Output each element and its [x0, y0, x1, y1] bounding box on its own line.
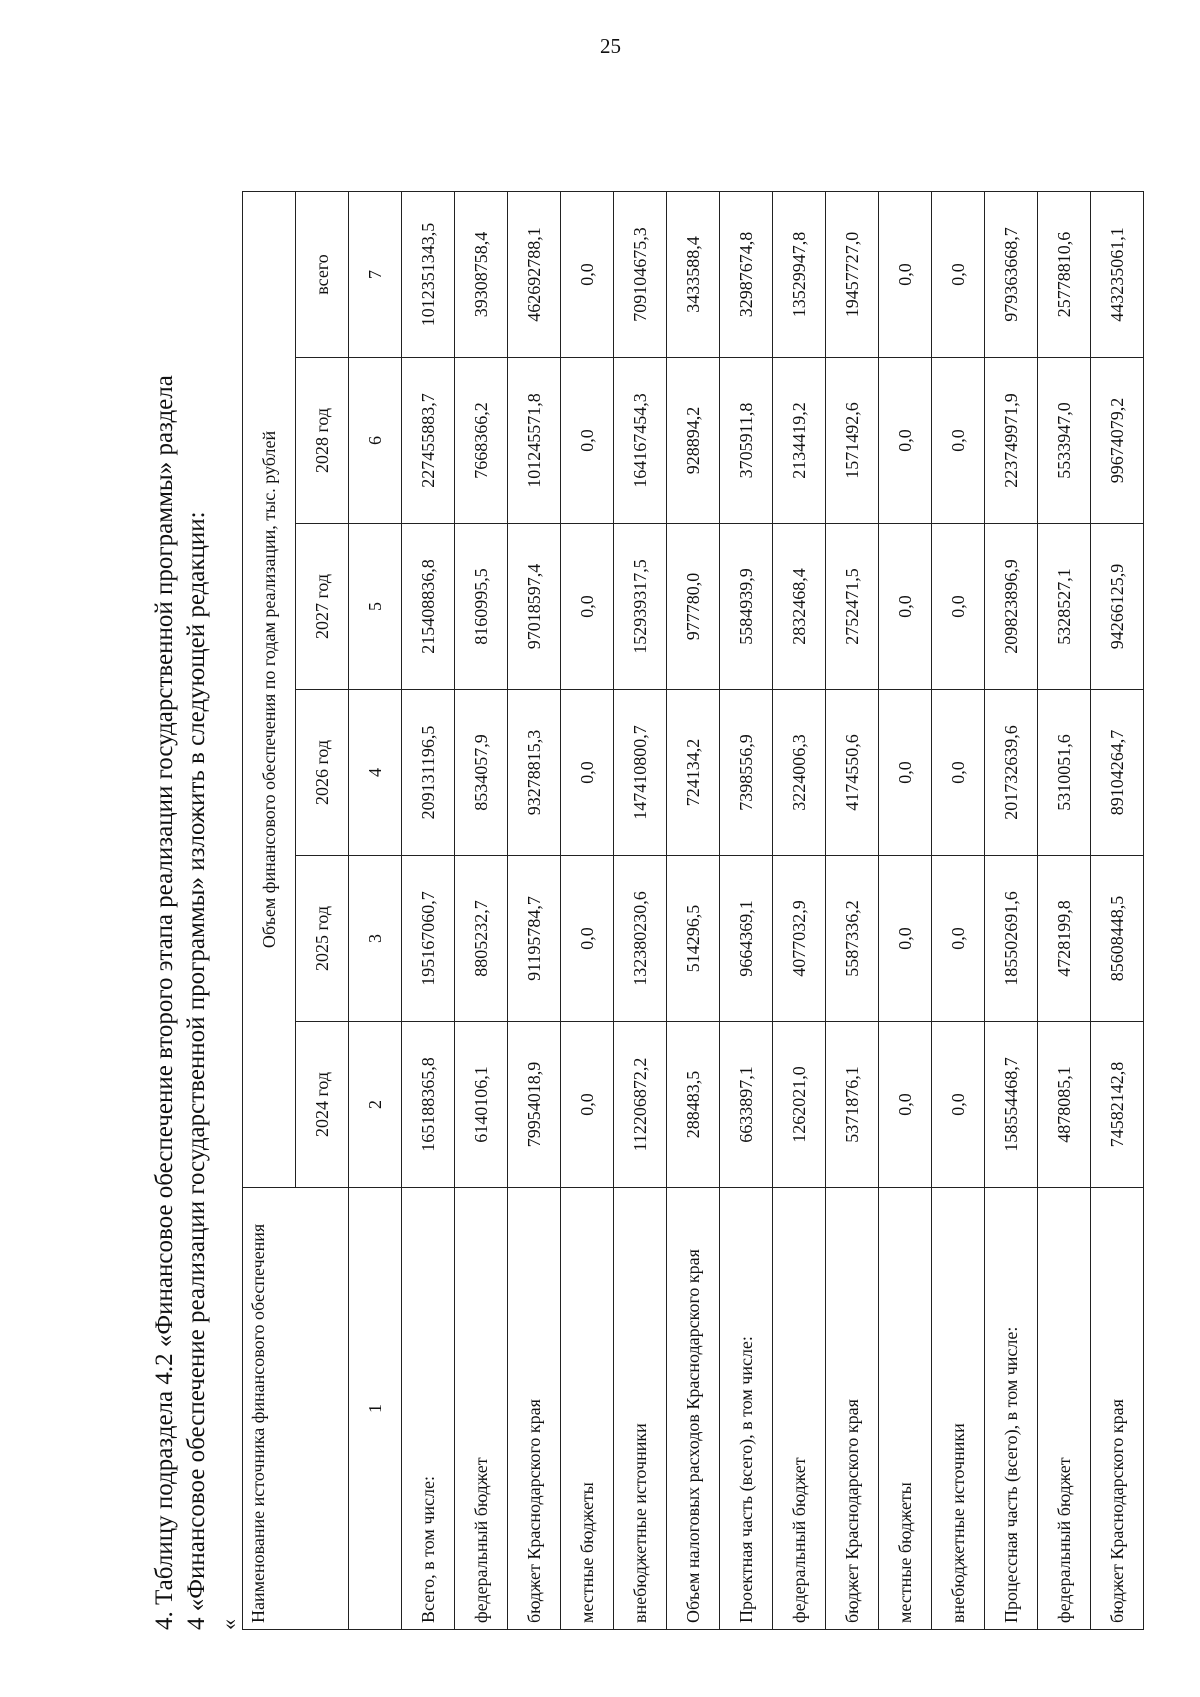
row-value-cell: 1012351343,5 — [402, 192, 455, 358]
col-number-5: 5 — [349, 524, 402, 690]
row-value-cell: 97018597,4 — [508, 524, 561, 690]
row-value-cell: 89104264,7 — [1091, 690, 1144, 856]
table-row — [1038, 192, 1091, 1630]
row-value-cell: 5310051,6 — [1038, 690, 1091, 856]
row-source-name: федеральный бюджет — [455, 1188, 508, 1630]
row-value-cell: 147410800,7 — [614, 690, 667, 856]
row-value-cell: 4728199,8 — [1038, 856, 1091, 1022]
row-value-cell: 215408836,8 — [402, 524, 455, 690]
row-value-cell: 91195784,7 — [508, 856, 561, 1022]
row-value-cell: 8534057,9 — [455, 690, 508, 856]
row-value-cell: 0,0 — [932, 358, 985, 524]
header-year-2026: 2026 год — [296, 690, 349, 856]
row-value-cell: 152939317,5 — [614, 524, 667, 690]
header-year-2028: 2028 год — [296, 358, 349, 524]
row-source-name: бюджет Краснодарского края — [826, 1188, 879, 1630]
table-column-numbers-row — [349, 192, 402, 1630]
row-source-name: Всего, в том числе: — [402, 1188, 455, 1630]
row-value-cell: 79954018,9 — [508, 1022, 561, 1188]
row-value-cell: 209131196,5 — [402, 690, 455, 856]
col-number-6: 6 — [349, 358, 402, 524]
rotated-document-body — [150, 30, 1200, 1630]
row-value-cell: 3433588,4 — [667, 192, 720, 358]
row-source-name: федеральный бюджет — [773, 1188, 826, 1630]
header-financing-volume: Объем финансового обеспечения по годам реализации, тыс. рублей — [243, 192, 296, 1188]
row-value-cell: 4077032,9 — [773, 856, 826, 1022]
row-value-cell: 0,0 — [561, 358, 614, 524]
row-value-cell: 1262021,0 — [773, 1022, 826, 1188]
row-value-cell: 0,0 — [561, 192, 614, 358]
row-source-name: Проектная часть (всего), в том числе: — [720, 1188, 773, 1630]
row-value-cell: 85608448,5 — [1091, 856, 1144, 1022]
col-number-2: 2 — [349, 1022, 402, 1188]
table-row — [773, 192, 826, 1630]
row-value-cell: 132380230,6 — [614, 856, 667, 1022]
header-year-2024: 2024 год — [296, 1022, 349, 1188]
row-value-cell: 1571492,6 — [826, 358, 879, 524]
row-value-cell: 165188365,8 — [402, 1022, 455, 1188]
row-source-name: федеральный бюджет — [1038, 1188, 1091, 1630]
table-row — [932, 192, 985, 1630]
row-value-cell: 8160995,5 — [455, 524, 508, 690]
header-year-2025: 2025 год — [296, 856, 349, 1022]
row-value-cell: 0,0 — [879, 856, 932, 1022]
row-source-name: бюджет Краснодарского края — [1091, 1188, 1144, 1630]
row-value-cell: 195167060,7 — [402, 856, 455, 1022]
heading-line-1: 4. Таблицу подраздела 4.2 «Финансовое обеспечение второго этапа реализации государственной программы» раздела — [151, 375, 178, 1630]
row-value-cell: 462692788,1 — [508, 192, 561, 358]
row-value-cell: 94266125,9 — [1091, 524, 1144, 690]
table-row — [720, 192, 773, 1630]
table-header-row-1 — [243, 192, 296, 1630]
row-value-cell: 979363668,7 — [985, 192, 1038, 358]
row-value-cell: 223749971,9 — [985, 358, 1038, 524]
row-value-cell: 0,0 — [879, 192, 932, 358]
row-value-cell: 158554468,7 — [985, 1022, 1038, 1188]
financing-table — [242, 191, 1144, 1630]
row-source-name: местные бюджеты — [561, 1188, 614, 1630]
header-source-name: Наименование источника финансового обеспечения — [243, 1188, 349, 1630]
row-value-cell: 724134,2 — [667, 690, 720, 856]
row-value-cell: 0,0 — [932, 524, 985, 690]
row-value-cell: 13529947,8 — [773, 192, 826, 358]
row-value-cell: 7398556,9 — [720, 690, 773, 856]
row-value-cell: 164167454,3 — [614, 358, 667, 524]
row-source-name: бюджет Краснодарского края — [508, 1188, 561, 1630]
table-row — [561, 192, 614, 1630]
table-row — [826, 192, 879, 1630]
row-source-name: внебюджетные источники — [614, 1188, 667, 1630]
row-value-cell: 6633897,1 — [720, 1022, 773, 1188]
row-value-cell: 25778810,6 — [1038, 192, 1091, 358]
row-value-cell: 7668366,2 — [455, 358, 508, 524]
row-value-cell: 0,0 — [561, 1022, 614, 1188]
row-value-cell: 101245571,8 — [508, 358, 561, 524]
row-value-cell: 0,0 — [561, 690, 614, 856]
row-value-cell: 74582142,8 — [1091, 1022, 1144, 1188]
table-row — [879, 192, 932, 1630]
header-year-2027: 2027 год — [296, 524, 349, 690]
page-number: 25 — [600, 34, 621, 58]
row-value-cell: 0,0 — [932, 1022, 985, 1188]
row-value-cell: 5584939,9 — [720, 524, 773, 690]
table-row — [667, 192, 720, 1630]
row-value-cell: 39308758,4 — [455, 192, 508, 358]
col-number-3: 3 — [349, 856, 402, 1022]
row-value-cell: 0,0 — [879, 358, 932, 524]
row-value-cell: 5533947,0 — [1038, 358, 1091, 524]
row-value-cell: 0,0 — [879, 690, 932, 856]
row-value-cell: 112206872,2 — [614, 1022, 667, 1188]
row-value-cell: 977780,0 — [667, 524, 720, 690]
row-value-cell: 185502691,6 — [985, 856, 1038, 1022]
table-row — [402, 192, 455, 1630]
row-value-cell: 201732639,6 — [985, 690, 1038, 856]
row-value-cell: 5328527,1 — [1038, 524, 1091, 690]
col-number-4: 4 — [349, 690, 402, 856]
col-number-7: 7 — [349, 192, 402, 358]
row-source-name: Объем налоговых расходов Краснодарского края — [667, 1188, 720, 1630]
row-value-cell: 227455883,7 — [402, 358, 455, 524]
row-value-cell: 0,0 — [561, 524, 614, 690]
row-value-cell: 6140106,1 — [455, 1022, 508, 1188]
table-row — [1091, 192, 1144, 1630]
row-value-cell: 93278815,3 — [508, 690, 561, 856]
row-value-cell: 5587336,2 — [826, 856, 879, 1022]
row-value-cell: 9664369,1 — [720, 856, 773, 1022]
row-value-cell: 288483,5 — [667, 1022, 720, 1188]
row-value-cell: 0,0 — [561, 856, 614, 1022]
table-row — [985, 192, 1038, 1630]
row-value-cell: 514296,5 — [667, 856, 720, 1022]
row-value-cell: 0,0 — [879, 524, 932, 690]
row-value-cell: 209823896,9 — [985, 524, 1038, 690]
row-value-cell: 709104675,3 — [614, 192, 667, 358]
row-value-cell: 8805232,7 — [455, 856, 508, 1022]
row-value-cell: 2134419,2 — [773, 358, 826, 524]
row-value-cell: 2832468,4 — [773, 524, 826, 690]
row-value-cell: 19457727,0 — [826, 192, 879, 358]
row-value-cell: 5371876,1 — [826, 1022, 879, 1188]
row-source-name: местные бюджеты — [879, 1188, 932, 1630]
col-number-1: 1 — [349, 1188, 402, 1630]
row-value-cell: 2752471,5 — [826, 524, 879, 690]
row-value-cell: 3705911,8 — [720, 358, 773, 524]
row-value-cell: 0,0 — [932, 192, 985, 358]
row-value-cell: 0,0 — [879, 1022, 932, 1188]
row-value-cell: 99674079,2 — [1091, 358, 1144, 524]
row-value-cell: 443235061,1 — [1091, 192, 1144, 358]
row-value-cell: 3224006,3 — [773, 690, 826, 856]
heading-line-2: 4 «Финансовое обеспечение реализации государственной программы» изложить в следующей редакции: — [183, 511, 210, 1630]
table-row — [508, 192, 561, 1630]
heading-line-3: « — [216, 1619, 241, 1630]
row-value-cell: 32987674,8 — [720, 192, 773, 358]
row-value-cell: 4174550,6 — [826, 690, 879, 856]
table-row — [614, 192, 667, 1630]
table-row — [455, 192, 508, 1630]
row-value-cell: 4878085,1 — [1038, 1022, 1091, 1188]
row-source-name: внебюджетные источники — [932, 1188, 985, 1630]
row-value-cell: 928894,2 — [667, 358, 720, 524]
header-total: всего — [296, 192, 349, 358]
row-value-cell: 0,0 — [932, 690, 985, 856]
row-source-name: Процессная часть (всего), в том числе: — [985, 1188, 1038, 1630]
row-value-cell: 0,0 — [932, 856, 985, 1022]
